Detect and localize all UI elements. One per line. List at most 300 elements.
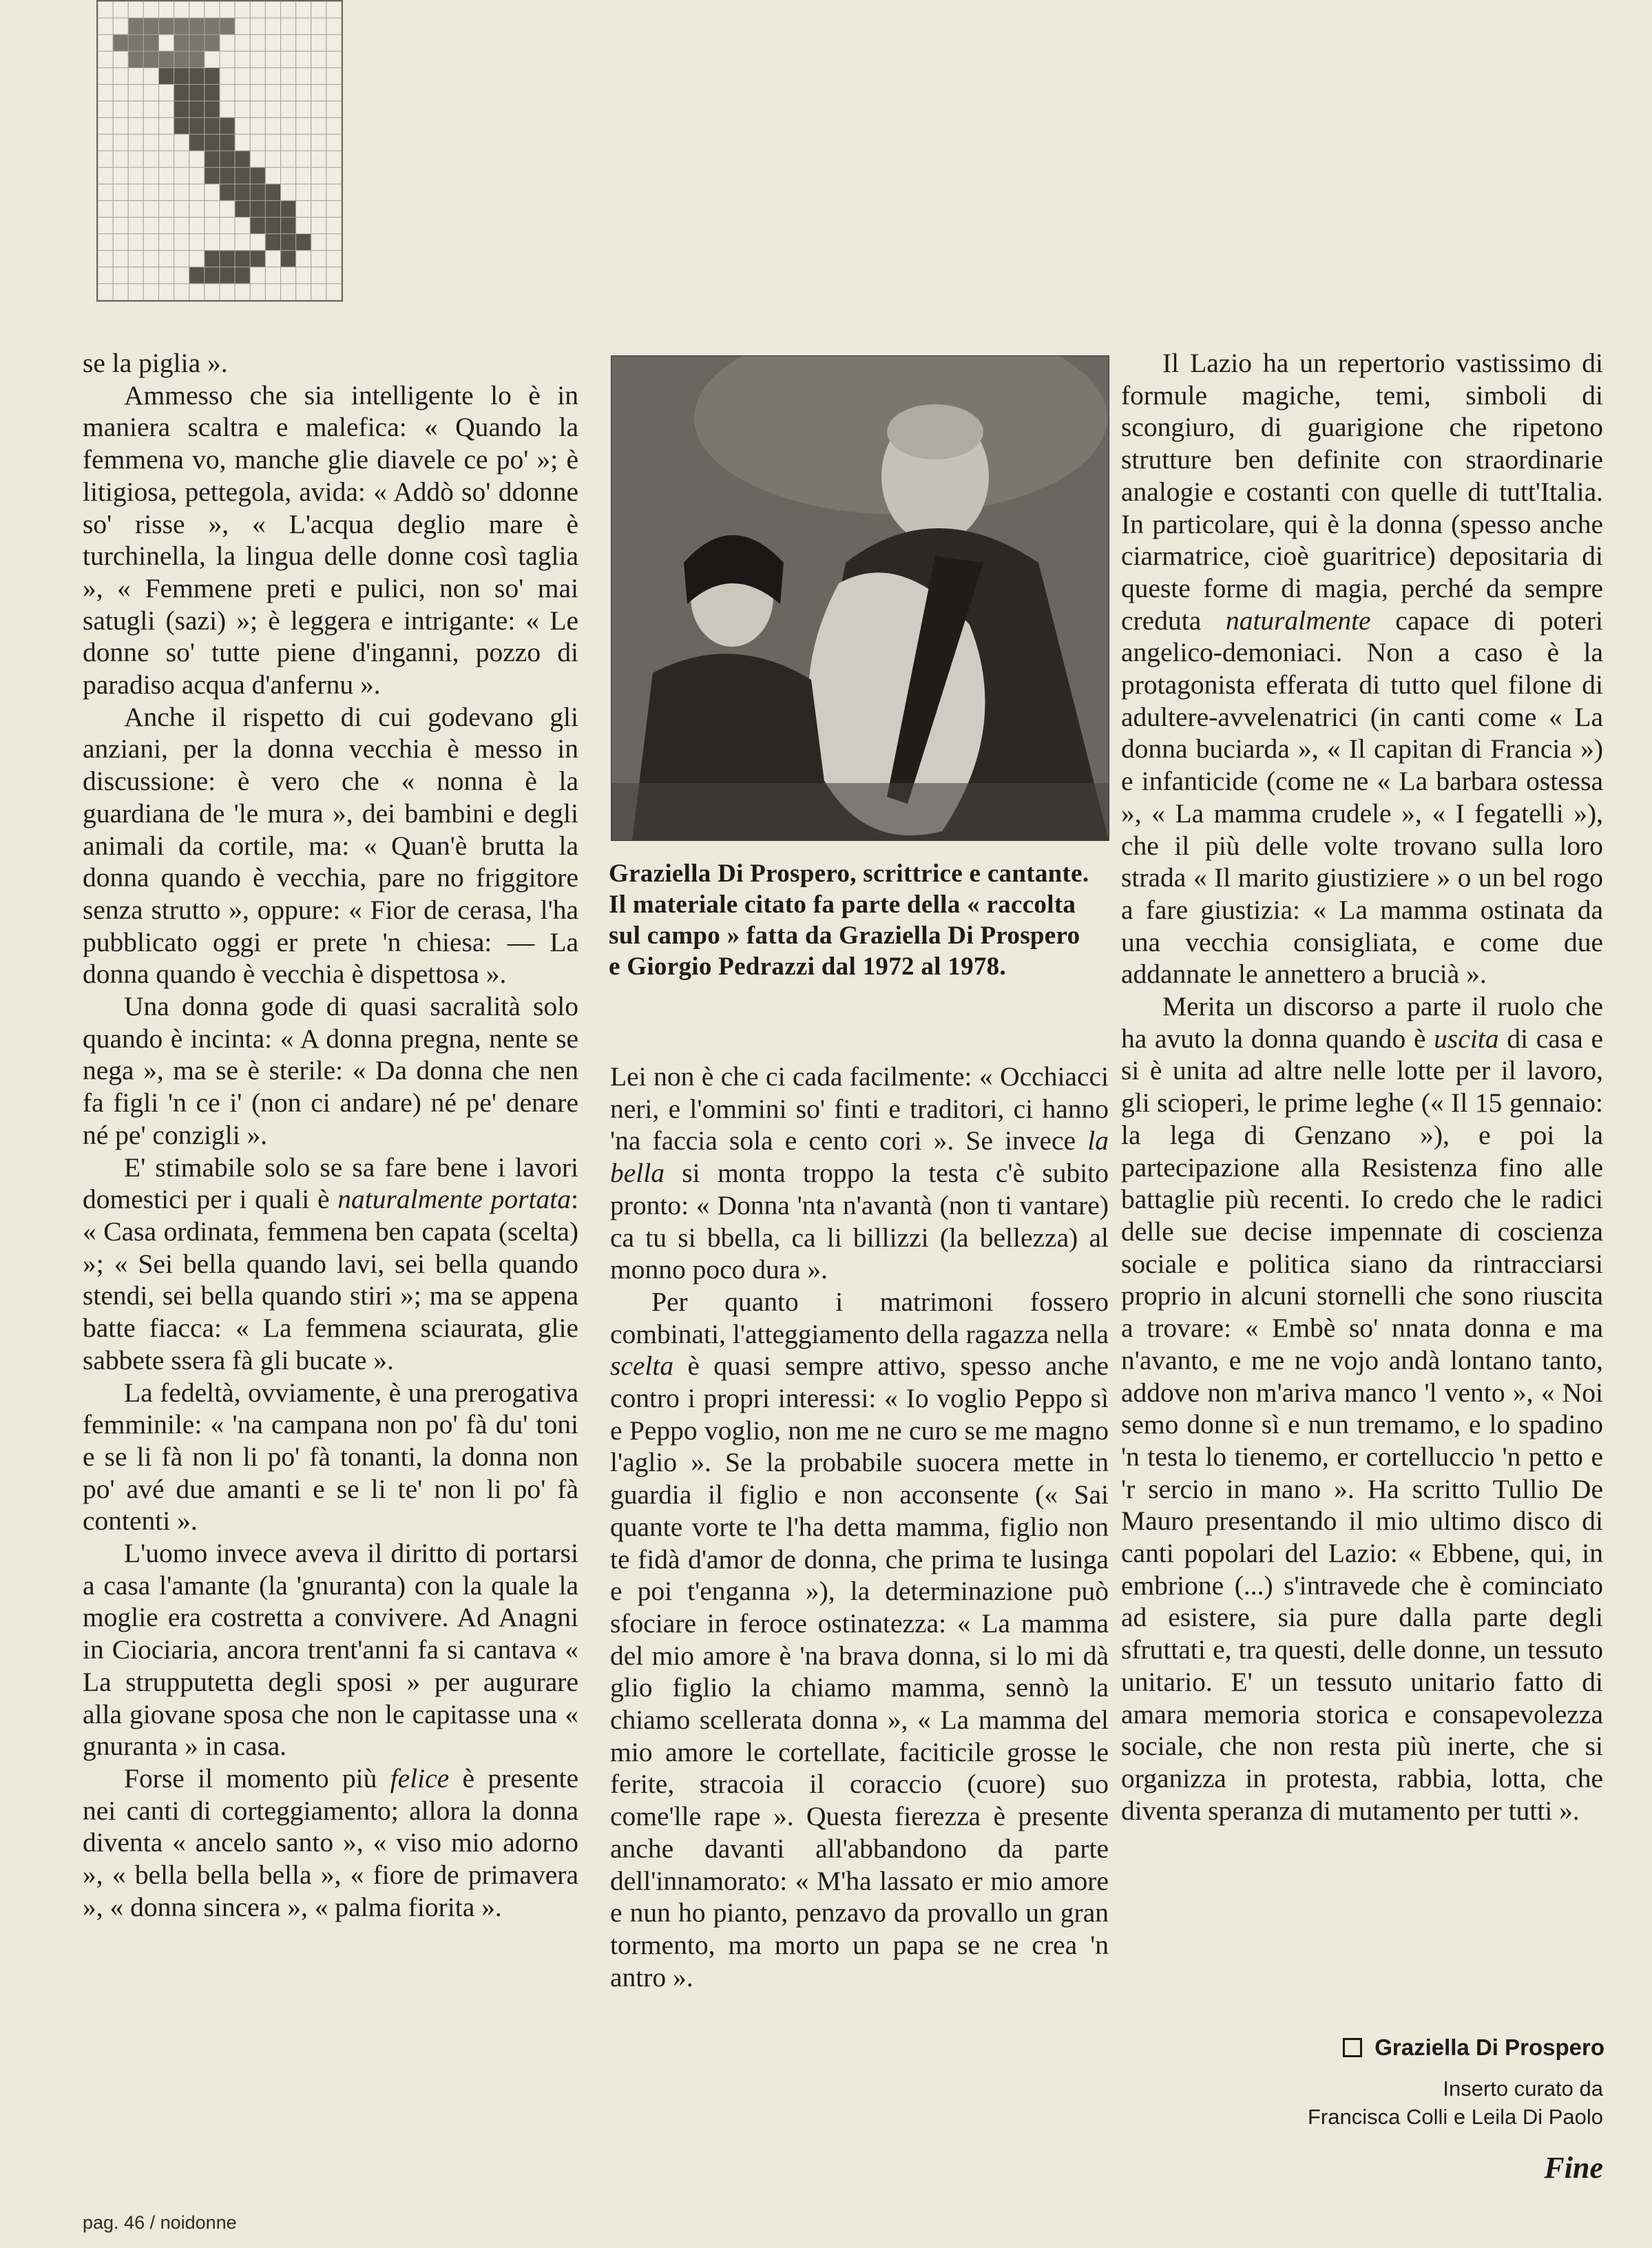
map-grid-cell [143, 200, 158, 217]
map-grid-cell-filled [189, 118, 205, 134]
map-grid-cell [281, 85, 296, 101]
map-grid-cell-filled [265, 184, 280, 200]
text-run: Ammesso che sia intelligente lo è in maniera scaltra e malefica: « Quando la femmena vo, manche glie diavele ce po' »; è litigiosa, pettegola, avida: « Addò so' ddonne so' risse », « L'acqua deglio mare è turchinella, la lingua delle donne così taglia », « Femmene preti e pulici, non so' mai satugli (sazi) »; è leggera e intrigante: « Le donne so' tutte piene d'inganni, pozzo di paradiso acqua d'anfernu ». [83, 379, 578, 700]
map-grid-cell-filled [235, 167, 250, 184]
map-grid-cell [143, 118, 158, 134]
map-grid-cell-filled [281, 251, 296, 267]
map-grid-cell [281, 51, 296, 67]
map-grid-cell [281, 284, 296, 300]
paragraph [1121, 347, 1603, 990]
checkbox-square-icon [1343, 2038, 1362, 2057]
map-grid-cell [143, 234, 158, 251]
map-grid-cell [189, 1, 205, 18]
map-grid-cell [250, 151, 265, 167]
author-name: Graziella Di Prospero [1374, 2034, 1604, 2060]
map-grid-cell [98, 134, 113, 151]
map-grid-cell [113, 118, 128, 134]
map-grid-cell-filled [113, 34, 128, 51]
map-grid-cell [128, 200, 143, 217]
credits-line: Francisca Colli e Leila Di Paolo [1307, 2105, 1603, 2129]
map-grid-cell [265, 101, 280, 118]
map-grid-cell-filled [189, 51, 205, 67]
map-grid-cell [143, 151, 158, 167]
map-grid-cell [250, 51, 265, 67]
map-grid-cell [265, 284, 280, 300]
map-grid-cell-filled [189, 67, 205, 84]
map-grid-cell [281, 267, 296, 284]
paragraph [610, 1286, 1109, 1993]
map-grid-cell [296, 34, 311, 51]
map-grid-cell [281, 118, 296, 134]
map-grid-cell [311, 267, 326, 284]
map-grid-cell [326, 167, 342, 184]
map-grid-cell-filled [281, 200, 296, 217]
map-grid-cell [128, 184, 143, 200]
map-grid-cell-filled [205, 118, 220, 134]
map-grid-cell [265, 167, 280, 184]
map-grid-cell-filled [143, 34, 158, 51]
map-grid-cell [250, 101, 265, 118]
map-grid-cell [265, 51, 280, 67]
map-grid-cell [220, 101, 235, 118]
paragraph [83, 1377, 578, 1538]
map-grid-cell-filled [250, 217, 265, 233]
map-grid-cell [128, 101, 143, 118]
map-grid-cell [311, 284, 326, 300]
photo-woman-and-bagpipe-player [611, 355, 1109, 841]
map-grid-cell [174, 184, 189, 200]
italy-map-grid-graphic [96, 0, 343, 302]
italic-text: scelta [610, 1351, 674, 1382]
map-grid-cell [326, 51, 342, 67]
map-grid-cell [205, 200, 220, 217]
map-grid-cell [98, 251, 113, 267]
map-grid-cell [265, 34, 280, 51]
map-grid-cell-filled [189, 134, 205, 151]
text-run: Lei non è che ci cada facilmente: « Occhiacci neri, e l'ommini so' finti e traditori, ci hanno 'na faccia sola e cento cori ». Se invece [610, 1061, 1109, 1156]
map-grid-cell [98, 217, 113, 233]
map-grid-cell [311, 217, 326, 233]
map-grid-cell [220, 234, 235, 251]
map-grid-cell [326, 267, 342, 284]
map-grid-cell [159, 118, 174, 134]
map-grid-cell [296, 85, 311, 101]
map-grid-cell-filled [205, 251, 220, 267]
map-grid-cell [250, 134, 265, 151]
map-grid-cell [143, 167, 158, 184]
map-grid-cell [311, 200, 326, 217]
map-grid-cell [250, 234, 265, 251]
map-grid-cell [128, 67, 143, 84]
map-grid-cell [220, 284, 235, 300]
map-grid-cell [98, 18, 113, 34]
map-grid-cell [128, 167, 143, 184]
map-grid-cell [113, 167, 128, 184]
map-grid-cell-filled [220, 18, 235, 34]
map-grid-cell [159, 167, 174, 184]
map-grid-cell [113, 151, 128, 167]
map-grid-cell [159, 267, 174, 284]
map-grid-cell-filled [250, 251, 265, 267]
paragraph [83, 1537, 578, 1762]
map-grid-cell-filled [265, 200, 280, 217]
map-grid-cell-filled [174, 18, 189, 34]
map-grid-cell [98, 151, 113, 167]
map-grid-cell [326, 18, 342, 34]
map-grid-cell [159, 234, 174, 251]
map-grid-cell [296, 101, 311, 118]
map-grid-cell-filled [296, 234, 311, 251]
map-grid-cell [326, 85, 342, 101]
map-grid-cell [174, 134, 189, 151]
map-grid-cell-filled [205, 85, 220, 101]
map-grid-cell-filled [205, 34, 220, 51]
map-grid-cell [311, 18, 326, 34]
map-grid-cell-filled [235, 267, 250, 284]
map-grid-cell-filled [143, 51, 158, 67]
map-grid-cell [281, 134, 296, 151]
paragraph [83, 990, 578, 1152]
map-grid-cell [265, 85, 280, 101]
map-grid-cell [159, 284, 174, 300]
map-grid-cell [281, 151, 296, 167]
map-grid-cell [113, 251, 128, 267]
map-grid-cell [281, 1, 296, 18]
map-grid-cell [143, 67, 158, 84]
map-grid-cell [265, 67, 280, 84]
map-grid-cell [250, 284, 265, 300]
map-grid-cell [311, 251, 326, 267]
map-grid-cell [159, 200, 174, 217]
credits-line: Inserto curato da [1443, 2077, 1603, 2101]
map-grid-cell [235, 67, 250, 84]
map-grid-cell [189, 234, 205, 251]
map-grid-cell [265, 1, 280, 18]
map-grid-cell [205, 184, 220, 200]
map-grid-cell [311, 151, 326, 167]
map-grid-cell [250, 267, 265, 284]
map-grid-cell [159, 217, 174, 233]
map-grid-cell [265, 251, 280, 267]
map-grid-cell-filled [235, 184, 250, 200]
map-grid-cell [265, 267, 280, 284]
map-grid-cell [296, 51, 311, 67]
map-grid-cell-filled [205, 67, 220, 84]
map-grid-cell [311, 101, 326, 118]
map-grid-cell [205, 217, 220, 233]
map-grid-cell [98, 118, 113, 134]
text-run: è quasi sempre attivo, spesso anche contro i propri interessi: « Io voglio Peppo sì e Peppo voglio, non me ne curo se me magno l'aglio ». Se la probabile suocera mette in guardia il figlio e non acconsente (« Sai quante vorte te l'ha detta mamma, figlio non te fidà d'amor de donna, che prima te lusinga e poi t'enganna »), la determinazione può sfociare in feroce ostinatezza: « La mamma del mio amore è 'na brava donna, si lo mi dà glio figlio la chiamo mamma, sennò la chiamo scellerata donna », « La mamma del mio amore le cortellate, faciticile grosse le ferite, stracoia il coraccio (cuore) suo come'lle rape ». Questa fierezza è presente anche davanti all'abbandono da parte dell'innamorato: « M'ha lassato er mio amore e nun ho pianto, penzavo da provallo un gran tormento, ma morto un papa se ne crea 'n antro ». [610, 1351, 1109, 1992]
map-grid-cell [113, 234, 128, 251]
paragraph [83, 1762, 578, 1924]
map-grid-cell [326, 101, 342, 118]
italic-text: naturalmente portata [337, 1184, 572, 1215]
map-grid-cell [326, 184, 342, 200]
map-grid-cell [235, 284, 250, 300]
map-grid-cell [311, 184, 326, 200]
map-grid-cell-filled [281, 217, 296, 233]
text-run: se la piglia ». [83, 348, 228, 378]
map-grid-cell-filled [220, 267, 235, 284]
map-grid-cell [113, 85, 128, 101]
map-grid-cell [143, 1, 158, 18]
map-grid-cell [98, 167, 113, 184]
map-grid-cell [189, 217, 205, 233]
map-grid-cell [265, 118, 280, 134]
map-grid-cell [159, 101, 174, 118]
map-grid-cell-filled [174, 118, 189, 134]
paragraph [83, 701, 578, 990]
map-grid-cell [326, 234, 342, 251]
map-grid-cell [189, 184, 205, 200]
map-grid-cell-filled [159, 67, 174, 84]
map-grid-cell [235, 51, 250, 67]
map-grid-cell [296, 1, 311, 18]
map-grid-cell [128, 251, 143, 267]
map-grid-cell [250, 67, 265, 84]
map-grid-cell [128, 234, 143, 251]
map-grid-cell [174, 284, 189, 300]
map-grid-cell [220, 67, 235, 84]
map-grid-cell-filled [250, 167, 265, 184]
map-grid-cell [265, 18, 280, 34]
map-grid-cell-filled [220, 167, 235, 184]
map-grid-cell [250, 118, 265, 134]
map-grid-cell [220, 34, 235, 51]
map-grid-cell [205, 1, 220, 18]
map-grid-cell [159, 34, 174, 51]
map-grid-cell [143, 267, 158, 284]
paragraph [83, 379, 578, 701]
map-grid-cell [326, 284, 342, 300]
map-grid-cell [113, 217, 128, 233]
map-grid-cell-filled [235, 151, 250, 167]
map-grid-cell [311, 34, 326, 51]
map-grid-cell [250, 85, 265, 101]
map-grid-cell [98, 101, 113, 118]
map-grid-cell [311, 234, 326, 251]
map-grid-cell [143, 101, 158, 118]
map-grid-cell [98, 51, 113, 67]
map-grid-cell [220, 51, 235, 67]
map-grid-cell [98, 1, 113, 18]
map-grid-cell [159, 184, 174, 200]
map-grid-cell [296, 184, 311, 200]
map-grid-cell [189, 251, 205, 267]
map-grid-cell [128, 267, 143, 284]
map-grid-cell-filled [189, 18, 205, 34]
map-grid-cell [326, 118, 342, 134]
map-grid-cell [326, 67, 342, 84]
map-grid-cell [311, 51, 326, 67]
map-grid-cell [205, 284, 220, 300]
map-grid-cell [174, 267, 189, 284]
text-run: Una donna gode di quasi sacralità solo quando è incinta: « A donna pregna, nente se nega », ma se è sterile: « Da donna che nen fa figli 'n ce i' (non ci andare) né pe' denare né pe' conzigli ». [83, 991, 578, 1150]
map-grid-cell-filled [205, 101, 220, 118]
map-grid-cell-filled [205, 267, 220, 284]
map-grid-cell [189, 284, 205, 300]
map-grid-cell [159, 251, 174, 267]
map-grid-cell [189, 151, 205, 167]
map-grid-cell [250, 18, 265, 34]
map-grid-cell [128, 134, 143, 151]
map-grid-cell-filled [235, 251, 250, 267]
map-grid-cell [296, 134, 311, 151]
page-footer: pag. 46 / noidonne [83, 2212, 237, 2233]
map-grid-cell [281, 167, 296, 184]
map-grid-cell [220, 200, 235, 217]
map-grid-cell-filled [189, 267, 205, 284]
text-run: Il Lazio ha un repertorio vastissimo di formule magiche, temi, simboli di scongiuro, di guarigione che ripetono strutture ben definite con straordinarie analogie e costanti con quelle di tutt'Italia. In particolare, qui è la donna (spesso anche ciarmatrice, cioè guaritrice) depositaria di queste forme di magia, perché da sempre creduta [1121, 348, 1603, 636]
map-grid-cell [174, 251, 189, 267]
map-grid-cell-filled [128, 34, 143, 51]
map-grid-cell [281, 67, 296, 84]
map-grid-cell [174, 151, 189, 167]
map-grid-cell-filled [189, 34, 205, 51]
map-grid-cell [235, 85, 250, 101]
map-grid-cell [296, 167, 311, 184]
map-grid-cell [98, 200, 113, 217]
map-grid-cell [98, 34, 113, 51]
map-grid-cell [143, 284, 158, 300]
map-grid-cell-filled [220, 184, 235, 200]
map-grid-cell [265, 151, 280, 167]
end-mark: Fine [1544, 2151, 1603, 2185]
article-column-left [83, 347, 578, 1923]
map-grid-cell-filled [205, 134, 220, 151]
map-grid-cell-filled [174, 34, 189, 51]
map-grid-cell [311, 167, 326, 184]
text-run: L'uomo invece aveva il diritto di portarsi a casa l'amante (la 'gnuranta) con la quale la moglie era costretta a convivere. Ad Anagni in Ciociaria, ancora trent'anni fa si cantava « La strupputetta degli sposi » per augurare alla giovane sposa che non le capitasse una « gnuranta » in casa. [83, 1538, 578, 1762]
map-grid-cell [159, 151, 174, 167]
map-grid-cell [235, 118, 250, 134]
map-grid-cell [326, 251, 342, 267]
map-grid-cell [205, 234, 220, 251]
map-grid-cell-filled [159, 51, 174, 67]
map-grid-cell-filled [220, 151, 235, 167]
map-grid-cell-filled [281, 234, 296, 251]
map-grid-cell [113, 200, 128, 217]
map-grid-cell-filled [128, 18, 143, 34]
map-grid-cell [128, 284, 143, 300]
map-grid-cell [296, 267, 311, 284]
text-run: Forse il momento più [124, 1762, 390, 1793]
map-grid-cell-filled [159, 18, 174, 34]
map-grid-cell [98, 85, 113, 101]
map-grid-cell [174, 234, 189, 251]
map-grid-cell [235, 1, 250, 18]
map-grid-cell [265, 134, 280, 151]
map-grid-cell [98, 284, 113, 300]
map-grid-cell [159, 134, 174, 151]
paragraph [610, 1061, 1109, 1286]
text-run: Per quanto i matrimoni fossero combinati, l'atteggiamento della ragazza nella [610, 1286, 1109, 1349]
map-grid-cell-filled [250, 200, 265, 217]
map-grid-cell-filled [189, 85, 205, 101]
text-run: Anche il rispetto di cui godevano gli anziani, per la donna vecchia è messo in discussione: è vero che « nonna è la guardiana de 'le mura », dei bambini e degli animali da cortile, ma: « Quan'è brutta la donna quando è vecchia, pare no friggitore senza strutto », oppure: « Fior de cerasa, l'ha pubblicato oggi er prete 'n chiesa: — La donna quando è vecchia è dispettosa ». [83, 701, 578, 990]
text-run: di casa e si è unita ad altre nelle lotte per il lavoro, gli scioperi, le prime leghe (« Il 15 gennaio: la lega di Genzano »), e poi la partecipazione alla Resistenza fino alle battaglie più recenti. Io credo che le radici delle sue decise impennate di coscienza sociale e politica siano da rintracciarsi proprio in alcuni stornelli che sono riuscita a trovare: « Embè so' nnata donna e ma n'avanto, e me ne vojo andà lontano tanto, addove non m'ariva manco 'l vento », « Noi semo donne sì e nun tremamo, e lo spadino 'n testa lo tienemo, er cortelluccio 'n petto e 'r sercio in mano ». Ha scritto Tullio De Mauro presentando il mio ultimo disco di canti popolari del Lazio: « Ebbene, qui, in embrione (...) s'intravede che è cominciato ad esistere, sia pure dalla parte degli sfruttati e, tra questi, delle donne, un tessuto unitario. E' un tessuto unitario fatto di amara memoria storica e consapevolezza sociale, che non resta più inerte, che si organizza in protesta, rabbia, lotta, che diventa speranza di mutamento per tutti ». [1121, 1023, 1603, 1826]
article-column-middle [610, 1061, 1109, 1993]
map-grid-cell-filled [205, 151, 220, 167]
italic-text: felice [390, 1762, 450, 1793]
map-grid-cell [174, 200, 189, 217]
map-grid-cell-filled [235, 200, 250, 217]
map-grid-cell-filled [174, 67, 189, 84]
paragraph [83, 347, 578, 379]
map-grid-cell [250, 34, 265, 51]
text-run: : « Casa ordinata, femmena ben capata (scelta) »; « Sei bella quando lavi, sei bella quando stendi, sei bella quando stiri »; ma se appena batte fiacca: « La femmena sciaurata, glie sabbete ssera fà gli bucate ». [83, 1184, 578, 1375]
map-grid-cell [326, 200, 342, 217]
map-grid-cell [128, 1, 143, 18]
map-grid-cell [311, 85, 326, 101]
map-grid-cell [235, 101, 250, 118]
map-grid-cell-filled [220, 118, 235, 134]
map-grid-cell [296, 217, 311, 233]
map-grid-cell [250, 1, 265, 18]
map-grid-cell [113, 1, 128, 18]
map-grid-cell [143, 184, 158, 200]
map-grid-cell-filled [205, 167, 220, 184]
map-grid-cell-filled [220, 251, 235, 267]
map-grid-cell [128, 151, 143, 167]
map-grid-cell [189, 200, 205, 217]
map-grid-cell-filled [128, 51, 143, 67]
paragraph [1121, 990, 1603, 1826]
map-grid-cell [113, 18, 128, 34]
map-grid-cell-filled [220, 134, 235, 151]
map-grid-cell [235, 34, 250, 51]
map-grid-cell [281, 18, 296, 34]
article-column-right [1121, 347, 1603, 1826]
map-grid-cell [220, 1, 235, 18]
map-grid-cell [281, 34, 296, 51]
map-grid-cell [296, 18, 311, 34]
map-grid-cell [296, 67, 311, 84]
map-grid-cell-filled [250, 184, 265, 200]
map-grid-cell [98, 184, 113, 200]
map-grid-cell [113, 184, 128, 200]
map-grid-cell [220, 85, 235, 101]
map-grid-cell [311, 67, 326, 84]
map-grid-cell [311, 134, 326, 151]
map-grid-cell [98, 267, 113, 284]
map-grid-cell [326, 151, 342, 167]
map-grid-cell [235, 18, 250, 34]
map-grid-cell [296, 251, 311, 267]
photo-caption: Graziella Di Prospero, scrittrice e cantante. Il materiale citato fa parte della « raccolta sul campo » fatta da Graziella Di Prospero e Giorgio Pedrazzi dal 1972 al 1978. [609, 860, 1089, 981]
italic-text: naturalmente [1225, 605, 1371, 636]
map-grid-cell [281, 184, 296, 200]
insert-credits [1226, 2074, 1603, 2131]
map-grid-cell [98, 234, 113, 251]
italic-text: la bella [610, 1125, 1109, 1189]
map-grid-cell [296, 200, 311, 217]
map-grid-cell [281, 101, 296, 118]
map-grid-cell [311, 1, 326, 18]
map-grid-cell-filled [174, 51, 189, 67]
map-grid-cell [235, 134, 250, 151]
author-signature [1315, 2034, 1604, 2061]
map-grid-cell [189, 167, 205, 184]
map-grid-cell [174, 167, 189, 184]
map-grid-cell [143, 251, 158, 267]
map-grid-cell [174, 217, 189, 233]
map-grid-cell [113, 67, 128, 84]
paragraph [83, 1152, 578, 1377]
map-grid-cell-filled [143, 18, 158, 34]
map-grid-cell-filled [189, 101, 205, 118]
italic-text: uscita [1434, 1023, 1499, 1054]
